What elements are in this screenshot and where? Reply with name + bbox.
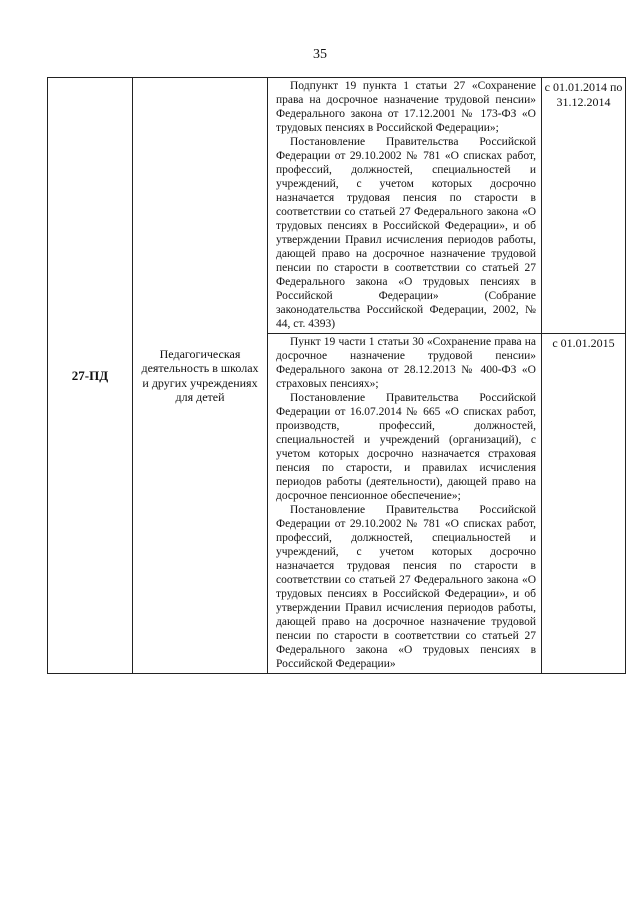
legal-paragraph: Постановление Правительства Российской Федерации от 16.07.2014 № 665 «О списках работ, производств, профессий, должностей, специальностей и учреждений (организаций), с учетом которых досрочно назначается страховая пенсия по старости, и правилах исчисления периодов работы (деятельности), дающей право на досрочное пенсионное обеспечение»; <box>276 392 536 502</box>
legal-paragraph: Пункт 19 части 1 статьи 30 «Сохранение права на досрочное назначение трудовой пенсии» Федерального закона от 28.12.2013 № 400-ФЗ «О страховых пенсиях»; <box>276 336 536 390</box>
legal-paragraph: Постановление Правительства Российской Федерации от 29.10.2002 № 781 «О списках работ, профессий, должностей, специальностей и учреждений, с учетом которых досрочно назначается трудовая пенсия по старости в соответствии со статьей 27 Федерального закона «О трудовых пенсиях в Российской Федерации», и об утверждении Правил исчисления периодов работы, дающей право на досрочное назначение трудовой пенсии по старости в соответствии со статьей 27 Федерального закона «О трудовых пенсиях в Российской Федерации» <box>276 504 536 670</box>
pension-table <box>47 77 626 674</box>
activity-description: Педагогическая деятельность в школах и других учреждениях для детей <box>133 78 268 674</box>
legal-basis-cell <box>268 334 542 674</box>
legal-basis-cell <box>268 78 542 334</box>
page-number: 35 <box>313 47 327 62</box>
period-cell: с 01.01.2014 по 31.12.2014 <box>542 78 626 334</box>
legal-paragraph: Подпункт 19 пункта 1 статьи 27 «Сохранение права на досрочное назначение трудовой пенсии» Федерального закона от 17.12.2001 № 173-ФЗ «О трудовых пенсиях в Российской Федерации»; <box>276 80 536 134</box>
activity-code: 27-ПД <box>48 78 133 674</box>
legal-paragraph: Постановление Правительства Российской Федерации от 29.10.2002 № 781 «О списках работ, профессий, должностей, специальностей и учреждений, с учетом которых досрочно назначается трудовая пенсия по старости в соответствии со статьей 27 Федерального закона «О трудовых пенсиях в Российской Федерации», и об утверждении Правил исчисления периодов работы, дающей право на досрочное назначение трудовой пенсии по старости в соответствии со статьей 27 Федерального закона «О трудовых пенсиях в Российской Федерации» (Собрание законодательства Российской Федерации, 2002, № 44, ст. 4393) <box>276 136 536 330</box>
period-cell: с 01.01.2015 <box>542 334 626 674</box>
table-row <box>48 78 626 334</box>
